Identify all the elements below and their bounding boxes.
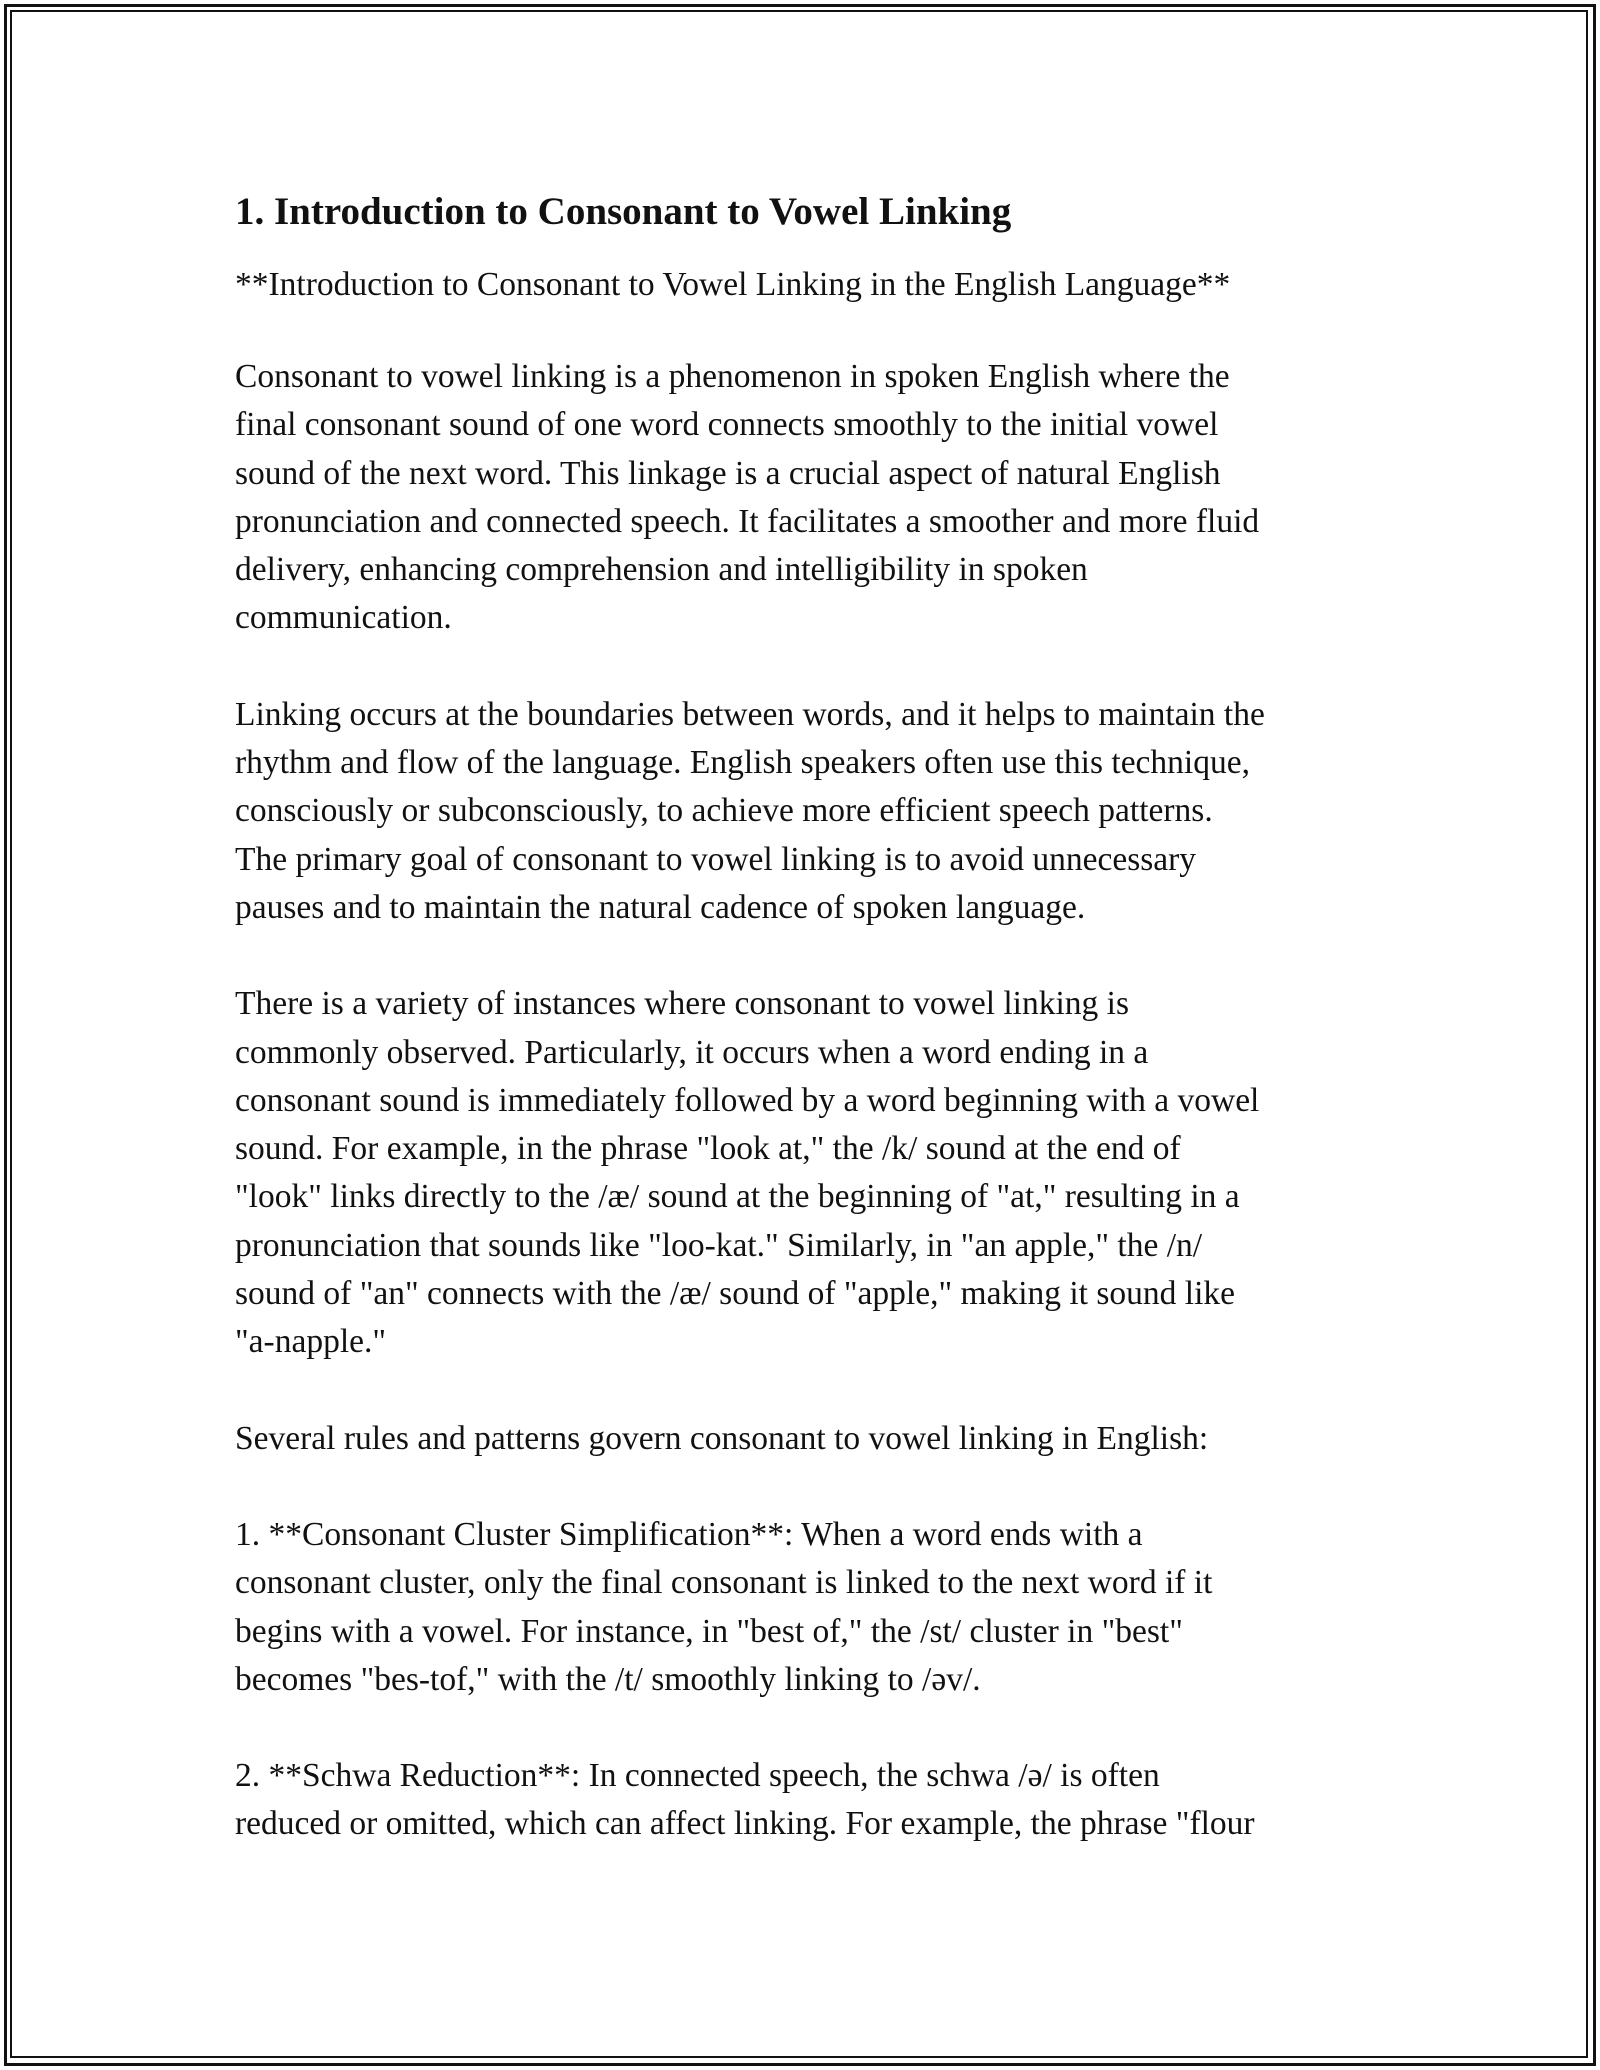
list-item-cluster-simplification: 1. **Consonant Cluster Simplification**: When a word ends with a consonant cluster, only the final consonant is linked to the next word if it begins with a vowel. For instance, in "best of," the /st/ cluster in "best" becomes "bes-tof," with the /t/ smoothly linking to /əv/. <box>235 1515 1213 1698</box>
section-heading: 1. Introduction to Consonant to Vowel Linking <box>235 190 1012 233</box>
paragraph-instances: There is a variety of instances where consonant to vowel linking is commonly observed. Particularly, it occurs when a word ending in a consonant sound is immediately followed by a word beginning with a vowel sound. For example, in the phrase "look at," the /k/ sound at the end of "look" links directly to the /æ/ sound at the beginning of "at," resulting in a pronunciation that sounds like "loo-kat." Similarly, in "an apple," the /n/ sound of "an" connects with the /æ/ sound of "apple," making it sound like "a-napple." <box>235 985 1260 1361</box>
paragraph-rules-intro: Several rules and patterns govern consonant to vowel linking in English: <box>235 1419 1209 1457</box>
section-subtitle: **Introduction to Consonant to Vowel Linking in the English Language** <box>235 266 1231 303</box>
paragraph-boundaries: Linking occurs at the boundaries between words, and it helps to maintain the rhythm and flow of the language. English speakers often use this technique, consciously or subconsciously, to achieve more efficient speech patterns. The primary goal of consonant to vowel linking is to avoid unnecessary pauses and to maintain the natural cadence of spoken language. <box>235 695 1265 926</box>
list-item-schwa-reduction: 2. **Schwa Reduction**: In connected speech, the schwa /ə/ is often reduced or omitted, which can affect linking. For example, the phrase "flour <box>235 1757 1255 1843</box>
paragraph-intro: Consonant to vowel linking is a phenomenon in spoken English where the final consonant sound of one word connects smoothly to the initial vowel sound of the next word. This linkage is a crucial aspect of natural English pronunciation and connected speech. It facilitates a smoother and more fluid delivery, enhancing comprehension and intelligibility in spoken communication. <box>235 358 1260 637</box>
document-body <box>235 188 1375 1849</box>
